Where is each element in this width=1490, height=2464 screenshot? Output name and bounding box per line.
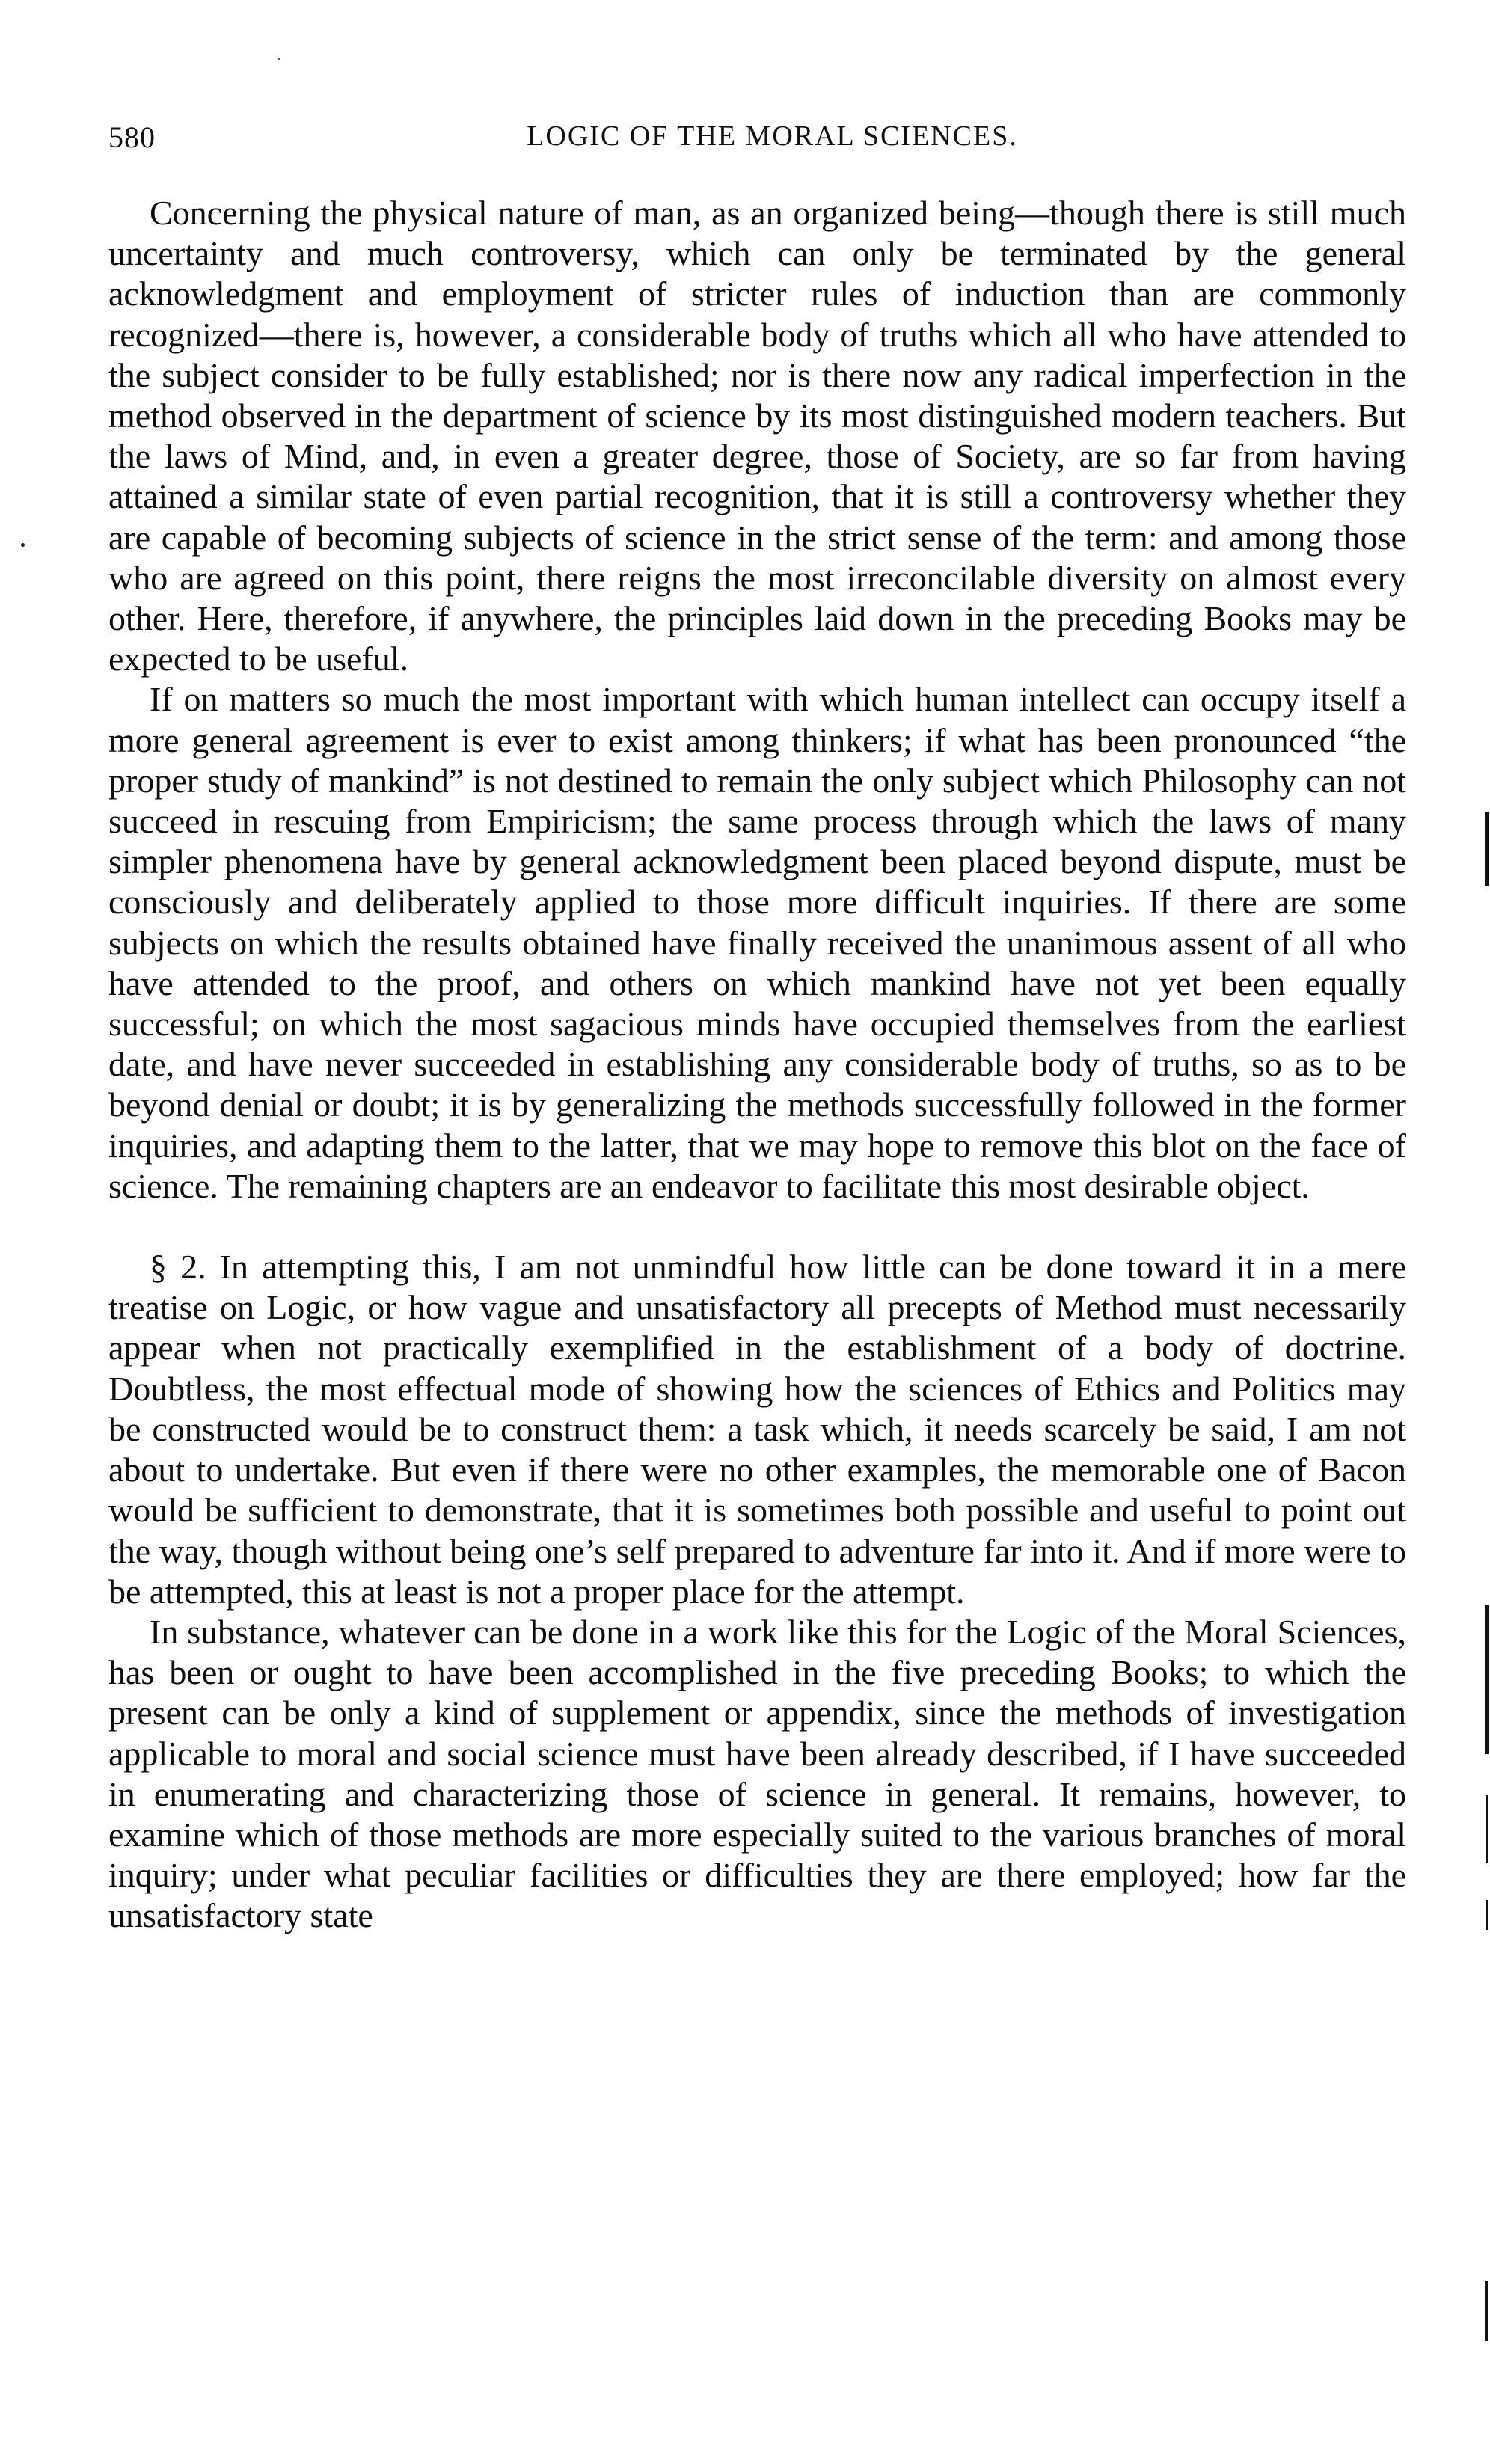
- page-number: 580: [108, 120, 156, 154]
- running-head: [108, 120, 1406, 165]
- scan-margin-mark: [1485, 2281, 1488, 2341]
- scan-margin-mark: [1485, 812, 1489, 886]
- paragraph-physical-nature: Concerning the physical nature of man, as an organized being—though there is still much uncertainty and much controversy, which can only be terminated by the general acknowledgment and employment of stricter rules of induction than are commonly recognized—there is, however, a considerable body of truths which all who have attended to the subject consider to be fully established; nor is there now any radical imperfection in the method observed in the department of science by its most distinguished modern teachers. But the laws of Mind, and, in even a greater degree, those of Society, are so far from having attained a similar state of even partial recognition, that it is still a controversy whether they are capable of becoming subjects of science in the strict sense of the term: and among those who are agreed on this point, there reigns the most irreconcilable diversity on almost every other. Here, therefore, if anywhere, the principles laid down in the preceding Books may be expected to be useful.: [108, 194, 1406, 678]
- scan-speck: [21, 543, 25, 547]
- scan-margin-mark: [1485, 1605, 1489, 1754]
- scan-margin-mark: [1486, 1900, 1488, 1930]
- paragraph-in-substance: In substance, whatever can be done in a work like this for the Logic of the Moral Sciences, has been or ought to have been accomplished in the five preceding Books; to which the present can be only a kind of supplement or appendix, since the methods of investigation applicable to moral and social science must have been already described, if I have succeeded in enumerating and characterizing those of science in general. It remains, however, to examine which of those methods are more especially suited to the various branches of moral inquiry; under what peculiar facilities or difficulties they are there employed; how far the unsatisfactory state: [108, 1612, 1406, 1935]
- paragraph-section-2: § 2. In attempting this, I am not unmindful how little can be done toward it in a mere treatise on Logic, or how vague and unsatisfactory all precepts of Method must necessarily appear when not practically exemplified in the establishment of a body of doctrine. Doubtless, the most effectual mode of showing how the sciences of Ethics and Politics may be constructed would be to construct them: a task which, it needs scarcely be said, I am not about to undertake. But even if there were no other examples, the memorable one of Bacon would be sufficient to demonstrate, that it is sometimes both possible and useful to point out the way, though without being one’s self prepared to adventure far into it. And if more were to be attempted, this at least is not a proper place for the attempt.: [108, 1248, 1406, 1611]
- scan-speck: [278, 58, 280, 60]
- running-title: LOGIC OF THE MORAL SCIENCES.: [527, 120, 1018, 152]
- scan-margin-mark: [1486, 1795, 1488, 1863]
- body-text: [108, 193, 1406, 1937]
- paragraph-matters-important: If on matters so much the most important with which human intellect can occupy itself a more general agreement is ever to exist among thinkers; if what has been pronounced “the proper study of mankind” is not destined to remain the only subject which Philosophy can not succeed in rescuing from Empiricism; the same process through which the laws of many simpler phenomena have by general acknowledgment been placed beyond dispute, must be consciously and deliberately applied to those more difficult inquiries. If there are some subjects on which the results obtained have finally received the unanimous assent of all who have attended to the proof, and others on which mankind have not yet been equally successful; on which the most sagacious minds have occupied themselves from the earliest date, and have never succeeded in establishing any considerable body of truths, so as to be beyond denial or doubt; it is by generalizing the methods successfully followed in the former inquiries, and adapting them to the latter, that we may hope to remove this blot on the face of science. The remaining chapters are an endeavor to facilitate this most desirable object.: [108, 680, 1406, 1205]
